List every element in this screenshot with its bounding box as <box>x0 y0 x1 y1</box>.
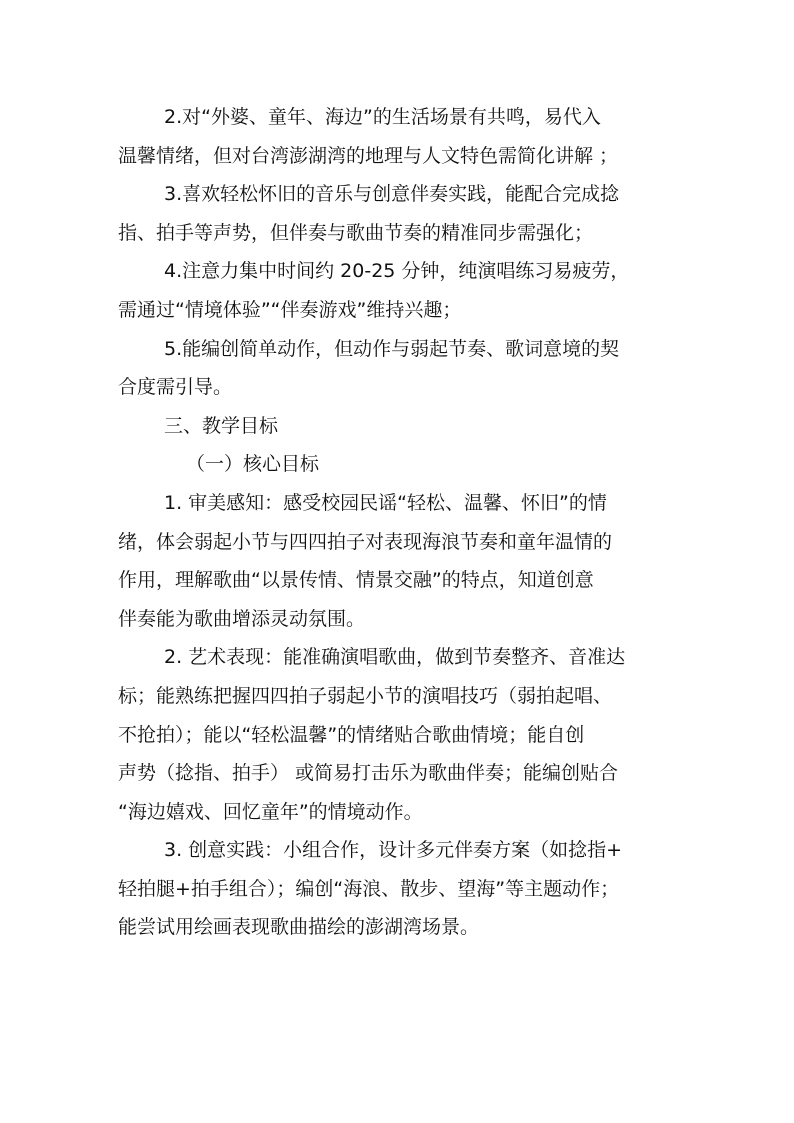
paragraph-line: 轻拍腿+拍手组合）；编创“海浪、散步、望海”等主题动作； <box>118 877 620 900</box>
paragraph-line: 2. 艺术表现：能准确演唱歌曲，做到节奏整齐、音准达 <box>164 646 626 669</box>
section-heading: 三、教学目标 <box>164 414 279 437</box>
paragraph-line: 作用，理解歌曲“以景传情、情景交融”的特点，知道创意 <box>118 569 594 592</box>
paragraph-line: 需通过“情境体验”“伴奏游戏”维持兴趣； <box>118 298 462 321</box>
paragraph-line: 绪，体会弱起小节与四四拍子对表现海浪节奏和童年温情的 <box>118 530 613 553</box>
paragraph-line: 合度需引导。 <box>118 376 233 399</box>
subsection-heading: （一）核心目标 <box>186 453 320 476</box>
document-body <box>118 98 678 947</box>
paragraph-line: 4.注意力集中时间约 20-25 分钟，纯演唱练习易疲劳， <box>164 260 630 283</box>
paragraph-line: 能尝试用绘画表现歌曲描绘的澎湖湾场景。 <box>118 916 480 939</box>
paragraph-line: 声势（捻指、拍手） 或简易打击乐为歌曲伴奏；能编创贴合 <box>118 762 619 785</box>
paragraph-line: 2.对“外婆、童年、海边”的生活场景有共鸣，易代入 <box>164 106 601 128</box>
paragraph-line: 1. 审美感知：感受校园民谣“轻松、温馨、怀旧”的情 <box>164 491 607 514</box>
paragraph-line: 温馨情绪，但对台湾澎湖湾的地理与人文特色需简化讲解 ； <box>118 144 619 167</box>
paragraph-line: 标；能熟练把握四四拍子弱起小节的演唱技巧（弱拍起唱、 <box>118 684 613 707</box>
paragraph-line: 不抢拍）；能以“轻松温馨”的情绪贴合歌曲情境；能自创 <box>118 723 585 746</box>
paragraph-line: 3.喜欢轻松怀旧的音乐与创意伴奏实践，能配合完成捻 <box>164 183 620 206</box>
paragraph-line: “海边嬉戏、回忆童年”的情境动作。 <box>118 800 423 823</box>
paragraph-line: 3. 创意实践：小组合作，设计多元伴奏方案（如捻指+ <box>164 839 623 862</box>
paragraph-line: 5.能编创简单动作，但动作与弱起节奏、歌词意境的契 <box>164 337 620 360</box>
paragraph-line: 伴奏能为歌曲增添灵动氛围。 <box>118 607 366 630</box>
paragraph-line: 指、拍手等声势，但伴奏与歌曲节奏的精准同步需强化； <box>118 221 594 244</box>
